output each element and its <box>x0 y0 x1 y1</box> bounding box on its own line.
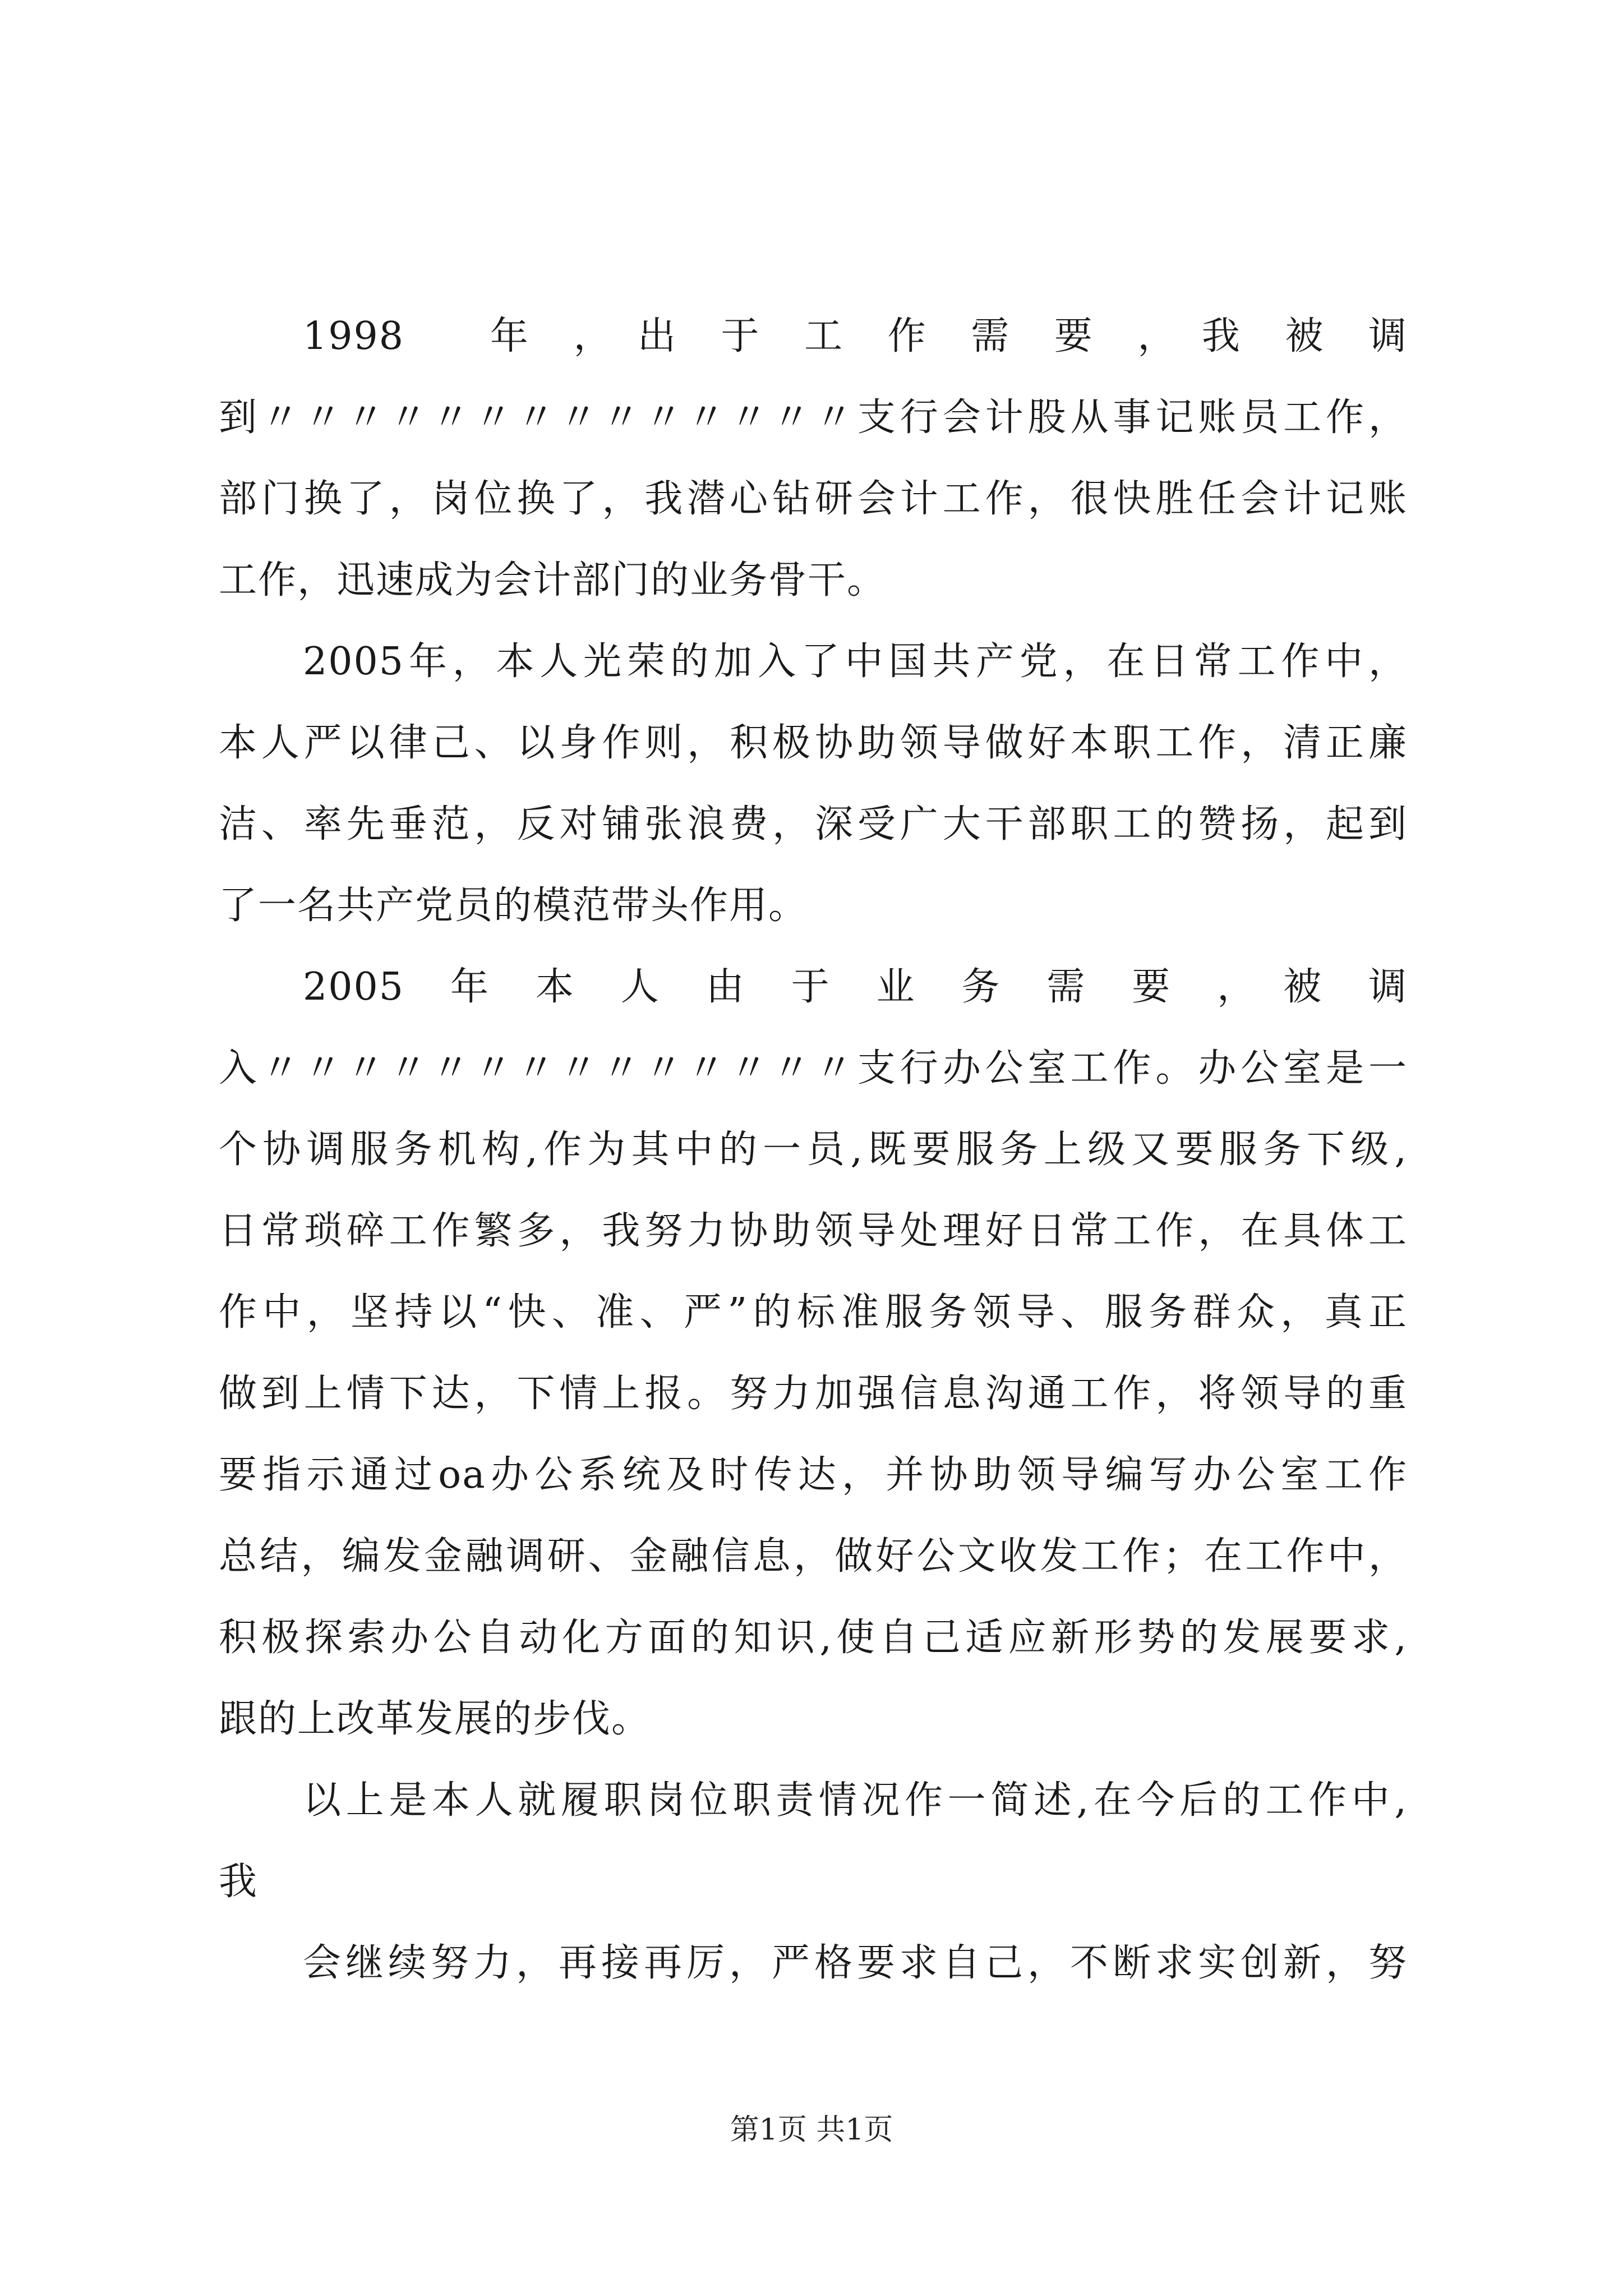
paragraph-3-line-10: 跟的上改革发展的步伐。 <box>219 1697 651 1741</box>
paragraph-3-line-6: 做到上情下达，下情上报。努力加强信息沟通工作，将领导的重 <box>219 1372 1408 1416</box>
paragraph-2-line-4: 了一名共产党员的模范带头作用。 <box>219 884 808 928</box>
paragraph-1-line-2: 到〃〃〃〃〃〃〃〃〃〃〃〃〃〃支行会计股从事记账员工作， <box>219 395 1408 440</box>
paragraph-3-line-8: 总结，编发金融调研、金融信息，做好公文收发工作；在工作中， <box>219 1534 1408 1579</box>
paragraph-3-line-5: 作中，坚持以“快、准、严”的标准服务领导、服务群众，真正 <box>219 1290 1408 1335</box>
paragraph-3-line-9: 积极探索办公自动化方面的知识,使自己适应新形势的发展要求, <box>219 1616 1408 1660</box>
paragraph-3-line-1: 2005 年 本 人 由 于 业 务 需 要 ， 被 调 <box>303 965 1408 1009</box>
paragraph-1-line-3: 部门换了，岗位换了，我潜心钻研会计工作，很快胜任会计记账 <box>219 477 1408 521</box>
paragraph-2-line-1: 2005年，本人光荣的加入了中国共产党，在日常工作中， <box>303 639 1408 684</box>
paragraph-3-line-3: 个协调服务机构,作为其中的一员,既要服务上级又要服务下级, <box>219 1128 1408 1172</box>
paragraph-1-line-1: 1998 年 ， 出 于 工 作 需 要 ， 我 被 调 <box>303 314 1408 358</box>
paragraph-5-line-1: 会继续努力，再接再厉，严格要求自己，不断求实创新，努 <box>303 1941 1408 1985</box>
paragraph-3-line-2: 入〃〃〃〃〃〃〃〃〃〃〃〃〃〃支行办公室工作。办公室是一 <box>219 1046 1408 1091</box>
paragraph-4-line-2: 我 <box>219 1860 259 1904</box>
paragraph-1-line-4: 工作，迅速成为会计部门的业务骨干。 <box>219 558 887 602</box>
paragraph-2-line-3: 洁、率先垂范，反对铺张浪费，深受广大干部职工的赞扬，起到 <box>219 802 1408 846</box>
paragraph-3-line-4: 日常琐碎工作繁多，我努力协助领导处理好日常工作，在具体工 <box>219 1209 1408 1253</box>
paragraph-3-line-7: 要指示通过oa办公系统及时传达，并协助领导编写办公室工作 <box>219 1453 1408 1497</box>
page-footer: 第1页 共1页 <box>730 2113 893 2147</box>
paragraph-2-line-2: 本人严以律己、以身作则，积极协助领导做好本职工作，清正廉 <box>219 721 1408 765</box>
paragraph-4-line-1: 以上是本人就履职岗位职责情况作一简述,在今后的工作中, <box>303 1778 1408 1823</box>
